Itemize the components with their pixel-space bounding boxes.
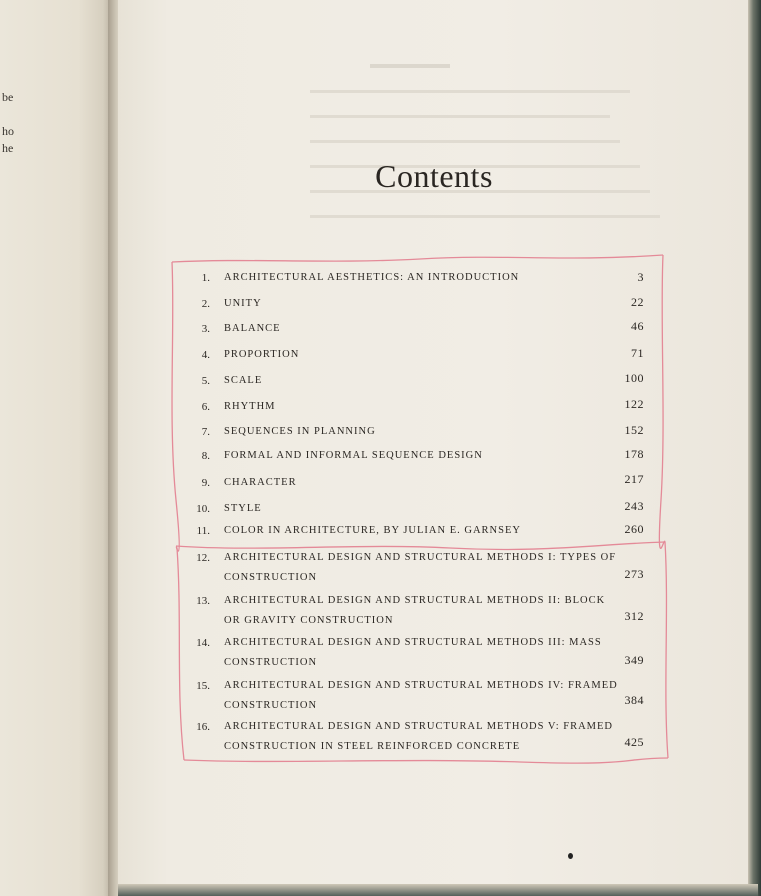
left-page-fragment: he	[2, 141, 14, 155]
chapter-title: ARCHITECTURAL DESIGN AND STRUCTURAL METHODS I: TYPES OF	[224, 552, 617, 563]
chapter-title: ARCHITECTURAL DESIGN AND STRUCTURAL METHODS IV: FRAMED	[224, 680, 618, 691]
chapter-number: 10.	[196, 503, 210, 515]
chapter-title: ARCHITECTURAL DESIGN AND STRUCTURAL METHODS III: MASS	[224, 637, 602, 648]
page-number: 312	[624, 609, 644, 623]
chapter-title-continued: CONSTRUCTION	[224, 572, 318, 583]
chapter-title: SCALE	[224, 375, 263, 386]
chapter-number: 8.	[201, 450, 210, 462]
chapter-number: 5.	[201, 375, 210, 387]
bleed-through	[300, 60, 700, 230]
page-edge-right	[748, 0, 761, 896]
chapter-number: 14.	[196, 637, 210, 649]
chapter-title: PROPORTION	[224, 349, 300, 360]
page-number: 178	[624, 447, 644, 461]
chapter-title: RHYTHM	[224, 401, 276, 412]
chapter-title-continued: CONSTRUCTION	[224, 657, 318, 668]
page-number: 425	[624, 735, 644, 749]
page-number: 243	[624, 499, 644, 513]
page-number: 122	[624, 397, 644, 411]
chapter-title: CHARACTER	[224, 477, 297, 488]
page-number: 3	[637, 270, 644, 284]
page-title: Contents	[375, 158, 493, 194]
page-number: 260	[624, 522, 644, 536]
chapter-number: 13.	[196, 595, 210, 607]
ink-speck	[568, 853, 573, 859]
chapter-title: UNITY	[224, 298, 262, 309]
page-number: 384	[624, 693, 644, 707]
page-number: 349	[624, 653, 644, 667]
chapter-number: 1.	[201, 272, 210, 284]
page-number: 100	[624, 371, 644, 385]
left-page-fragment: be	[2, 90, 14, 104]
chapter-number: 7.	[201, 426, 210, 438]
page-number: 217	[624, 472, 644, 486]
page-number: 22	[631, 295, 644, 309]
chapter-title: STYLE	[224, 503, 262, 514]
chapter-number: 12.	[196, 552, 210, 564]
chapter-title: ARCHITECTURAL AESTHETICS: AN INTRODUCTION	[224, 272, 520, 283]
chapter-number: 15.	[196, 680, 210, 692]
page-edge-bottom	[118, 884, 758, 896]
chapter-title-continued: CONSTRUCTION IN STEEL REINFORCED CONCRETE	[224, 741, 521, 752]
page-number: 273	[624, 567, 644, 581]
left-page-fragment: ho	[2, 124, 14, 138]
left-page	[0, 0, 112, 896]
chapter-title: ARCHITECTURAL DESIGN AND STRUCTURAL METHODS II: BLOCK	[224, 595, 606, 606]
chapter-title: BALANCE	[224, 323, 281, 334]
chapter-number: 4.	[201, 349, 210, 361]
chapter-number: 9.	[201, 477, 210, 489]
page-number: 71	[631, 346, 644, 360]
page-number: 152	[624, 423, 644, 437]
chapter-number: 16.	[196, 721, 210, 733]
chapter-title: SEQUENCES IN PLANNING	[224, 426, 376, 437]
page-number: 46	[631, 319, 644, 333]
chapter-title: COLOR IN ARCHITECTURE, BY JULIAN E. GARNSEY	[224, 525, 521, 536]
chapter-title-continued: CONSTRUCTION	[224, 700, 318, 711]
chapter-title: FORMAL AND INFORMAL SEQUENCE DESIGN	[224, 450, 483, 461]
chapter-number: 6.	[201, 401, 210, 413]
chapter-title: ARCHITECTURAL DESIGN AND STRUCTURAL METHODS V: FRAMED	[224, 721, 614, 732]
chapter-number: 3.	[201, 323, 210, 335]
chapter-number: 2.	[201, 298, 210, 310]
chapter-number: 11.	[196, 525, 210, 537]
chapter-title-continued: OR GRAVITY CONSTRUCTION	[224, 615, 394, 626]
